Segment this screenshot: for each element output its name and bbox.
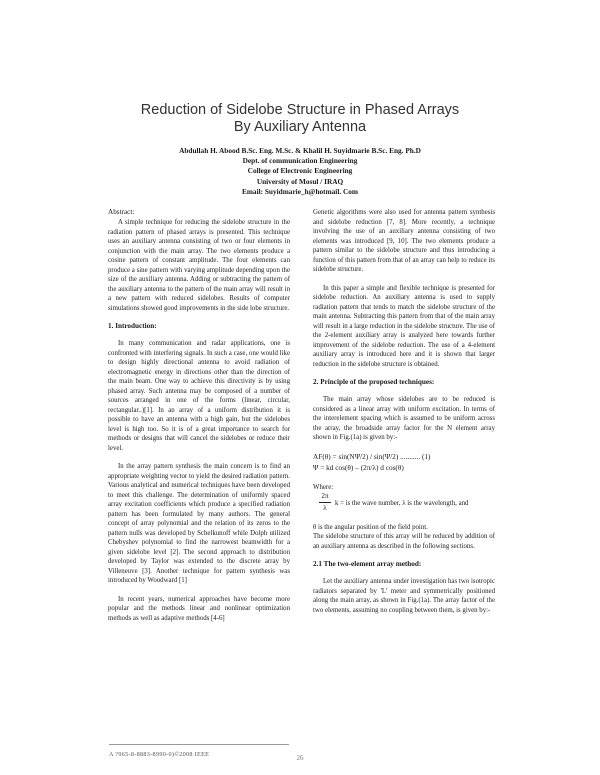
right-paragraph-3: The sidelobe structure of this array will be reduced by addition of an auxiliary antenna as described in the following sections.: [313, 533, 495, 550]
equation-2: Ψ = kd cos(θ) – (2π/λ) d cos(θ): [313, 462, 404, 472]
where-definition: [313, 483, 495, 521]
section-2-heading: 2. Principle of the proposed techniques:: [313, 378, 435, 386]
introduction-heading: 1. Introduction:: [108, 322, 157, 330]
right-paragraph-2: In this paper a simple and flexible technique is presented for sidelobe reduction. An auxiliary antenna is used to supply radiation pattern that tends to match the sidelobe structure of the main antenna. Subtracting this pattern from that of the main array will result in a large reduction in the sidelobe structure. The use of the 2-element auxiliary array is analyzed here towards further improvement of the sidelobe reduction. The use of a 4-element auxiliary array is introduced here and it is shown that larger reduction in the sidelobe structure is obtained.: [313, 284, 495, 368]
introduction-paragraph-1: In many communication and radar applications, one is confronted with interfering signals. In such a case, one would like to design highly directional antenna to avoid radiation of electromagnetic energy in directions other than the direction of the main beam. One way to achieve this directivity is by using phased array. Such antenna may be composed of a number of sources arranged in one of the forms (linear, circular, rectangular..)[1]. In an array of a uniform distribution it is possible to have an antenna with a high gain, but the sidelobes level is high too. So it is of a great importance to search for methods or designs that will cancel the sidelobes or reduce their level.: [108, 340, 290, 452]
page-number: 26: [296, 754, 304, 762]
right-paragraph-1: Genetic algorithms were also used for antenna pattern synthesis and sidelobe reduction [7, 8]. More recently, a technique involving the use of an auxiliary antenna consisting of two elements was introduced [9, 10]. The two elements produce a pattern similar to the sidelobe structure and thus introducing a function of this pattern from that of an array can help to reduce its sidelobe structure.: [313, 209, 495, 273]
abstract-text: A simple technique for reducing the sidelobe structure in the radiation pattern of phased arrays is presented. This technique uses an auxiliary antenna consisting of two or four elements in conjunction with the main array. The two elements produce a cosine pattern of constant amplitude. The four elements can produce a sine pattern with varying amplitude depending upon the size of the auxiliary antenna. Adding or subtracting the pattern of the auxiliary antenna to the pattern of the main array will result in a new pattern with reduced sidelobes. Results of computer simulations showed good improvements in the side lobe structure.: [108, 219, 290, 312]
equation-1: AF(θ) = sin(NΨ/2) / sin(Ψ/2) ........... (1): [313, 451, 431, 461]
author-email: Email: Suyidmarie_h@hotmail. Com: [241, 186, 359, 196]
section-2-1-heading: 2.1 The two-element array method:: [313, 560, 422, 568]
section-2-paragraph: The main array whose sidelobes are to be reduced is considered as a linear array with uniform excitation. In terms of the interelement spacing which is assumed to be uniform across the array, the broadside array factor for the N element array shown in Fig.(1a) is given by:-: [313, 396, 495, 441]
author-block: [0, 146, 600, 197]
author-university: University of Mosul / IRAQ: [256, 176, 344, 186]
theta-definition: θ is the angular position of the field point.: [313, 523, 428, 531]
right-column: [313, 208, 495, 615]
fraction-numerator: 2π: [321, 491, 329, 500]
left-column: [108, 208, 290, 623]
author-names: Abdullah H. Abood B.Sc. Eng. M.Sc. & Khalil H. Suyidmarie B.Sc. Eng. Ph.D: [179, 146, 421, 155]
fraction-denominator: λ: [323, 504, 327, 512]
where-label: Where:: [313, 483, 334, 491]
introduction-paragraph-3: In recent years, numerical approaches have become more popular and the methods linear and nonlinear optimization methods as well as adaptive methods [4-6]: [108, 595, 290, 622]
author-college: College of Electronic Engineering: [247, 166, 353, 176]
author-department: Dept. of communication Engineering: [242, 156, 358, 166]
equation-block: [313, 451, 495, 473]
paper-title-line-2: By Auxiliary Antenna: [233, 119, 367, 135]
wave-number-fraction: [319, 492, 331, 514]
footnote-rule: [109, 744, 289, 745]
abstract-heading: Abstract:: [108, 208, 135, 216]
introduction-paragraph-2: In the array pattern synthesis the main concern is to find an appropriate weighting vector to yield the desired radiation pattern. Various analytical and numerical techniques have been developed to meet this challenge. The determination of uniformly spaced array excitation coefficients which produce a specified radiation pattern has been formulated by many authors. The general concept of array polynomial and the relation of its zeros to the pattern nulls was developed by Schelkunoff while Dolph utilized Chebyshev polynomial to find the narrowest beamwidth for a given sidelobe level [2]. The second approach to distribution developed by Taylor was extended to the discrete array by Villeneuve [3]. Another technique for pattern synthesis was introduced by Woodward [1]: [108, 463, 290, 584]
copyright-footer: A ?965-8-8883-8990-0)©2008 IEEE: [109, 751, 210, 758]
fraction-bar: [319, 502, 331, 503]
paper-title-line-1: Reduction of Sidelobe Structure in Phased Arrays: [140, 102, 460, 118]
wave-number-text: k = is the wave number, λ is the wavelength, and: [335, 499, 469, 507]
section-2-1-paragraph: Let the auxiliary antenna under investigation has two isotropic radiators separated by 'L' meter and symmetrically positioned along the main array, as shown in Fig.(1a). The array factor of the two elements, assuming no coupling between them, is given by:-: [313, 578, 495, 614]
